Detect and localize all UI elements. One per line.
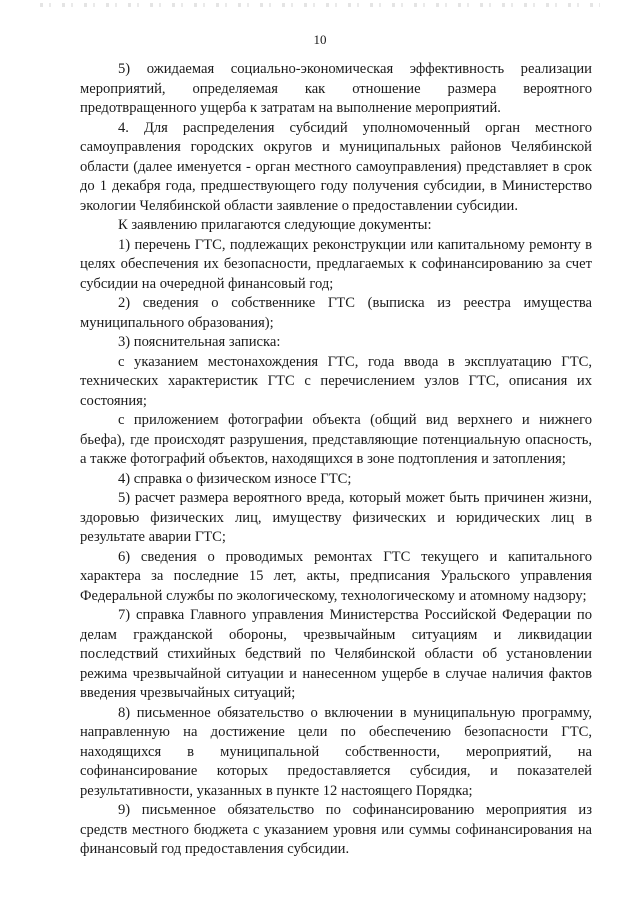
list-item-2: 2) сведения о собственнике ГТС (выписка из реестра имущества муниципального образования); xyxy=(80,295,592,331)
list-item-1: 1) перечень ГТС, подлежащих реконструкции или капитальному ремонту в целях обеспечения их безопасности, предлагаемых к софинансированию за счет субсидии на очередной финансовый год; xyxy=(80,236,592,292)
paragraph-4-distribution: 4. Для распределения субсидий уполномоченный орган местного самоуправления городских округов и муниципальных районов Челябинской области (далее именуется - орган местного самоуправления) представляет в срок до 1 декабря года, предшествующего году получения субсидии, в Министерство экологии Челябинской области заявление о предоставлении субсидии. xyxy=(80,119,592,214)
list-item-5: 5) расчет размера вероятного вреда, который может быть причинен жизни, здоровью физических лиц, имуществу физических и юридических лиц в результате аварии ГТС; xyxy=(80,490,592,545)
list-item-3-sub-location: с указанием местонахождения ГТС, года ввода в эксплуатацию ГТС, технических характеристик ГТС с перечислением узлов ГТС, описания их состояния; xyxy=(80,353,592,409)
page-number: 10 xyxy=(313,32,327,47)
list-item-8: 8) письменное обязательство о включении в муниципальную программу, направленную на достижение цели по обеспечению безопасности ГТС, находящихся в муниципальной собственности, мероприятий, на софинансирование которых предоставляется субсидия, и показателей результативности, указанных в пункте 12 настоящего Порядка; xyxy=(80,704,592,799)
list-item-9: 9) письменное обязательство по софинансированию мероприятия из средств местного бюджета с указанием уровня или суммы софинансирования на финансовый год предоставления субсидии. xyxy=(80,802,592,857)
scan-artifact-line xyxy=(40,3,600,7)
paragraph-attachments-intro: К заявлению прилагаются следующие документы: xyxy=(118,217,432,233)
list-item-6: 6) сведения о проводимых ремонтах ГТС текущего и капитального характера за последние 15 лет, акты, предписания Уральского управления Федеральной службы по экологическому, технологическому и атомному надзору; xyxy=(80,548,592,604)
list-item-3-sub-photos: с приложением фотографии объекта (общий вид верхнего и нижнего бьефа), где происходят разрушения, представляющие потенциальную опасность, а также фотографий объектов, находящихся в зоне подтопления и затопления; xyxy=(80,412,592,467)
list-item-4: 4) справка о физическом износе ГТС; xyxy=(118,470,352,487)
list-item-7: 7) справка Главного управления Министерства Российской Федерации по делам гражданской обороны, чрезвычайным ситуациям и ликвидации последствий стихийных бедствий по Челябинской области об установлении режима чрезвычайной ситуации и нанесенном ущербе в случае наличия фактов введения чрезвычайных ситуаций; xyxy=(80,607,592,701)
paragraph-5-effectiveness: 5) ожидаемая социально-экономическая эффективность реализации мероприятий, определяемая как отношение размера вероятного предотвращенного ущерба к затратам на выполнение мероприятий. xyxy=(80,61,592,116)
document-body xyxy=(80,60,592,860)
list-item-3: 3) пояснительная записка: xyxy=(118,334,281,350)
